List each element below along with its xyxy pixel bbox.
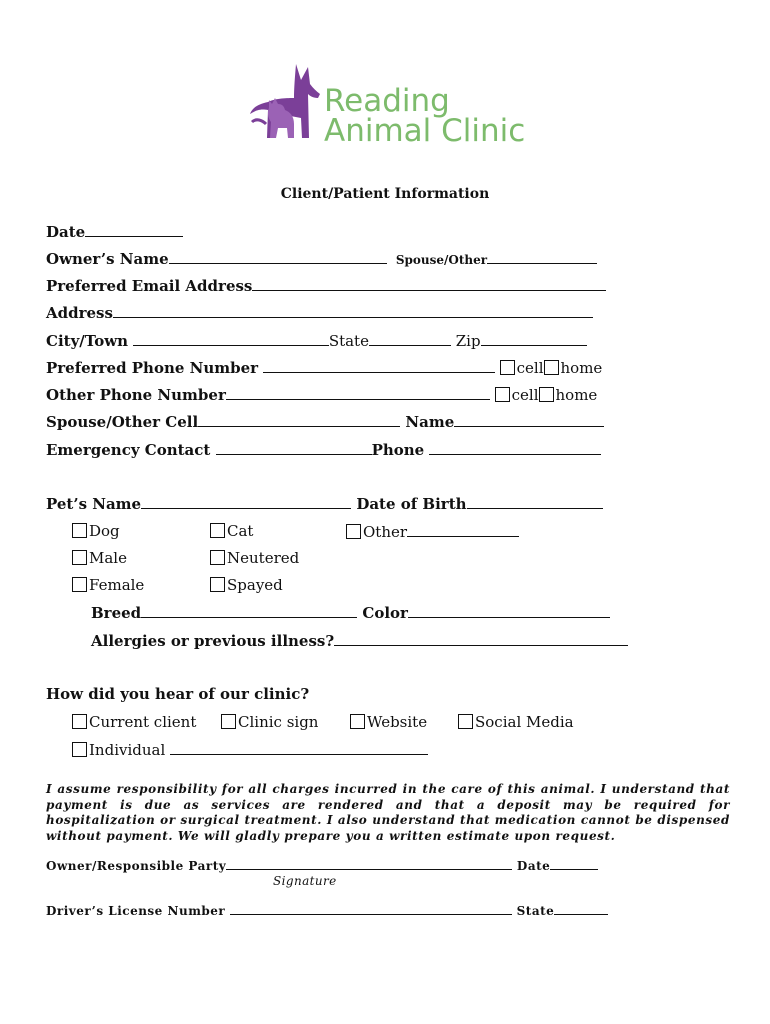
spouse-other-field[interactable]: [487, 249, 597, 264]
license-row: [46, 903, 608, 918]
city-field[interactable]: [133, 331, 329, 346]
address-field[interactable]: [113, 303, 593, 318]
website-checkbox[interactable]: [350, 714, 365, 729]
zip-label: Zip: [455, 332, 481, 350]
license-label: Driver’s License Number: [46, 904, 226, 918]
pet-name-field[interactable]: [141, 494, 351, 509]
city-label: City/Town: [46, 332, 129, 350]
email-label: Preferred Email Address: [46, 277, 253, 295]
pet-dob-label: Date of Birth: [356, 495, 467, 513]
spouse-name-field[interactable]: [454, 412, 604, 427]
address-label: Address: [46, 304, 113, 322]
other-phone-cell-checkbox[interactable]: [495, 387, 510, 402]
dog-cat-silhouette-icon: [238, 58, 328, 148]
other-phone-field[interactable]: [226, 385, 490, 400]
hear-website: [350, 713, 427, 731]
owner-signature-field[interactable]: [226, 858, 512, 870]
neutered-label: Neutered: [227, 549, 300, 567]
spouse-cell-row: [46, 412, 604, 431]
responsibility-statement: I assume responsibility for all charges incurred in the care of this animal. I understand that payment is due as services are rendered and that a deposit may be required for hospitalization or surgical treatment. I also understand that medication cannot be dispensed without payment. We will gladly prepare you a written estimate upon request.: [46, 782, 730, 843]
license-state-field[interactable]: [554, 903, 608, 915]
clinic-logo: [238, 58, 538, 148]
email-field[interactable]: [252, 276, 606, 291]
page-title: Client/Patient Information: [280, 186, 490, 202]
preferred-phone-field[interactable]: [263, 358, 495, 373]
other-species-label: Other: [363, 523, 408, 541]
female-label: Female: [89, 576, 145, 594]
breed-row: [91, 603, 610, 622]
allergies-label: Allergies or previous illness?: [91, 632, 335, 650]
sex-female: [72, 576, 144, 594]
social-media-checkbox[interactable]: [458, 714, 473, 729]
preferred-phone-row: [46, 358, 602, 377]
date-row: [46, 222, 183, 241]
address-row: [46, 303, 593, 322]
logo-line-2: Animal Clinic: [324, 113, 526, 149]
website-label: Website: [367, 713, 428, 731]
email-row: [46, 276, 606, 295]
spayed-checkbox[interactable]: [210, 577, 225, 592]
preferred-phone-home-checkbox[interactable]: [544, 360, 559, 375]
hear-social-media: [458, 713, 574, 731]
date-field[interactable]: [85, 222, 183, 237]
emergency-row: [46, 440, 601, 459]
license-state-label: State: [516, 904, 555, 918]
clinic-sign-checkbox[interactable]: [221, 714, 236, 729]
clinic-sign-label: Clinic sign: [238, 713, 319, 731]
other-species-checkbox[interactable]: [346, 524, 361, 539]
female-checkbox[interactable]: [72, 577, 87, 592]
other-species-field[interactable]: [407, 522, 519, 537]
male-label: Male: [89, 549, 127, 567]
signature-date-label: Date: [516, 859, 551, 873]
owner-signature-row: [46, 858, 598, 873]
license-field[interactable]: [230, 903, 512, 915]
hear-current-client: [72, 713, 196, 731]
pet-name-row: [46, 494, 603, 513]
other-phone-home-label: home: [555, 386, 598, 404]
spouse-name-label: Name: [405, 413, 455, 431]
state-label: State: [328, 332, 369, 350]
emergency-field[interactable]: [216, 440, 372, 455]
breed-label: Breed: [91, 604, 142, 622]
preferred-phone-cell-label: cell: [516, 359, 544, 377]
individual-field[interactable]: [170, 740, 428, 755]
pet-name-label: Pet’s Name: [46, 495, 142, 513]
other-phone-label: Other Phone Number: [46, 386, 226, 404]
color-field[interactable]: [408, 603, 610, 618]
signature-date-field[interactable]: [550, 858, 598, 870]
owners-name-field[interactable]: [169, 249, 387, 264]
pet-dob-field[interactable]: [467, 494, 603, 509]
sex-spayed: [210, 576, 283, 594]
owner-party-label: Owner/Responsible Party: [46, 859, 227, 873]
color-label: Color: [362, 604, 408, 622]
breed-field[interactable]: [141, 603, 357, 618]
emergency-label: Emergency Contact: [46, 441, 211, 459]
logo-line-1: Reading: [324, 83, 450, 119]
zip-field[interactable]: [481, 331, 587, 346]
other-phone-row: [46, 385, 597, 404]
emergency-phone-field[interactable]: [429, 440, 601, 455]
species-cat: [210, 522, 253, 540]
cat-label: Cat: [227, 522, 254, 540]
sex-neutered: [210, 549, 299, 567]
preferred-phone-cell-checkbox[interactable]: [500, 360, 515, 375]
city-row: [46, 331, 587, 350]
species-other: [346, 522, 519, 541]
spayed-label: Spayed: [227, 576, 283, 594]
current-client-label: Current client: [89, 713, 197, 731]
hear-question: How did you hear of our clinic?: [46, 685, 310, 703]
current-client-checkbox[interactable]: [72, 714, 87, 729]
signature-hint: Signature: [273, 874, 337, 888]
preferred-phone-label: Preferred Phone Number: [46, 359, 259, 377]
hear-individual: [72, 740, 428, 759]
hear-clinic-sign: [221, 713, 318, 731]
allergies-row: [91, 631, 628, 650]
emergency-phone-label: Phone: [371, 441, 425, 459]
neutered-checkbox[interactable]: [210, 550, 225, 565]
date-label: Date: [46, 223, 86, 241]
individual-checkbox[interactable]: [72, 742, 87, 757]
preferred-phone-home-label: home: [560, 359, 603, 377]
social-media-label: Social Media: [475, 713, 574, 731]
male-checkbox[interactable]: [72, 550, 87, 565]
individual-label: Individual: [89, 741, 166, 759]
species-dog: [72, 522, 120, 540]
spouse-cell-label: Spouse/Other Cell: [46, 413, 199, 431]
owners-name-row: [46, 249, 597, 268]
dog-label: Dog: [89, 522, 120, 540]
allergies-field[interactable]: [334, 631, 628, 646]
other-phone-home-checkbox[interactable]: [539, 387, 554, 402]
other-phone-cell-label: cell: [511, 386, 539, 404]
sex-male: [72, 549, 127, 567]
owners-name-label: Owner’s Name: [46, 250, 169, 268]
cat-checkbox[interactable]: [210, 523, 225, 538]
dog-checkbox[interactable]: [72, 523, 87, 538]
state-field[interactable]: [369, 331, 451, 346]
spouse-other-label: Spouse/Other: [395, 253, 488, 267]
spouse-cell-field[interactable]: [198, 412, 400, 427]
